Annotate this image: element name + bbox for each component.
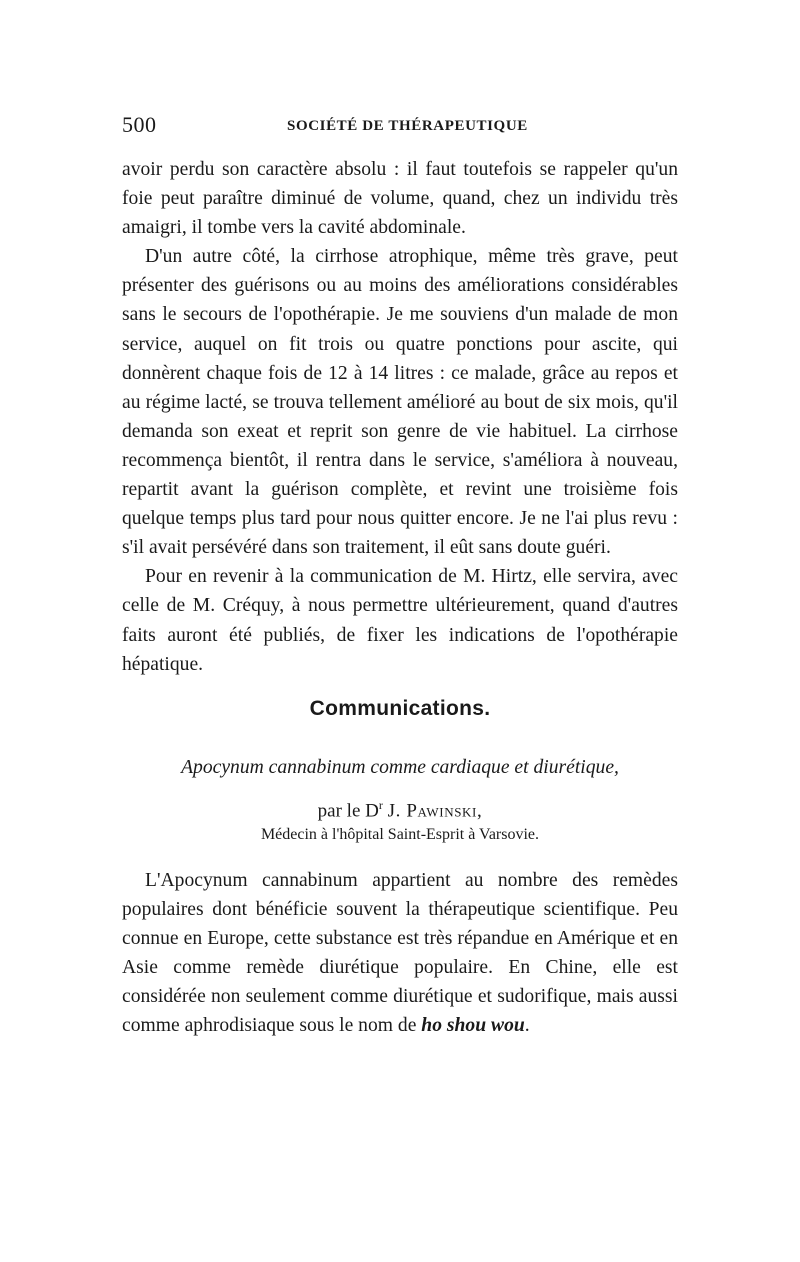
paragraph: avoir perdu son caractère absolu : il faut toutefois se rappeler qu'un foie peut paraître diminué de volume, quand, chez un individu très amaigri, il tombe vers la cavité abdominale. xyxy=(122,159,678,239)
paragraph: Pour en revenir à la communication de M. Hirtz, elle servira, avec celle de M. Créquy, à nous permettre ultérieurement, quand d'autres faits auront été publiés, de fixer les indications de l'opothérapie hépatique. xyxy=(122,566,678,675)
article-title: Apocynum cannabinum comme cardiaque et diurétique, xyxy=(181,757,619,778)
author-name: J. Pawinski, xyxy=(387,800,483,822)
running-head: SOCIÉTÉ DE THÉRAPEUTIQUE xyxy=(287,118,528,134)
paragraph-end: . xyxy=(524,1015,530,1037)
body-text-section-2 xyxy=(122,866,678,1041)
paragraph xyxy=(122,866,678,1041)
author-affiliation: Médecin à l'hôpital Saint-Esprit à Varsovie. xyxy=(260,826,540,843)
chinese-term: ho shou wou xyxy=(421,1015,525,1037)
byline-superscript: r xyxy=(378,798,383,812)
body-text-section-1 xyxy=(122,155,678,679)
page-number: 500 xyxy=(122,112,157,137)
paragraph: D'un autre côté, la cirrhose atrophique, même très grave, peut présenter des guérisons ou au moins des améliorations considérables sans le secours de l'opothérapie. Je me souviens d'un malade de mon service, auquel on fit trois ou quatre ponctions pour ascite, qui donnèrent chaque fois de 12 à 14 litres : ce malade, grâce au repos et au régime lacté, se trouva tellement amélioré au bout de six mois, qu'il demanda son exeat et reprit son genre de vie habituel. La cirrhose recommença bientôt, il rentra dans le service, s'améliora à nouveau, repartit avant la guérison complète, et revint une troisième fois quelque temps plus tard pour nous quitter encore. Je ne l'ai plus revu : s'il avait persévéré dans son traitement, il eût sans doute guéri. xyxy=(122,246,678,559)
section-title: Communications. xyxy=(309,697,491,720)
paragraph-text: L'Apocynum cannabinum appartient au nombre des remèdes populaires dont bénéficie souvent la thérapeutique scientifique. Peu connue en Europe, cette substance est très répandue en Amérique et en Asie comme remède diurétique populaire. En Chine, elle est considérée non seulement comme diurétique et sudorifique, mais aussi comme aphrodisiaque sous le nom de xyxy=(122,870,678,1037)
byline xyxy=(122,798,678,822)
page-header xyxy=(122,112,677,142)
byline-prefix: par le D xyxy=(317,800,379,822)
